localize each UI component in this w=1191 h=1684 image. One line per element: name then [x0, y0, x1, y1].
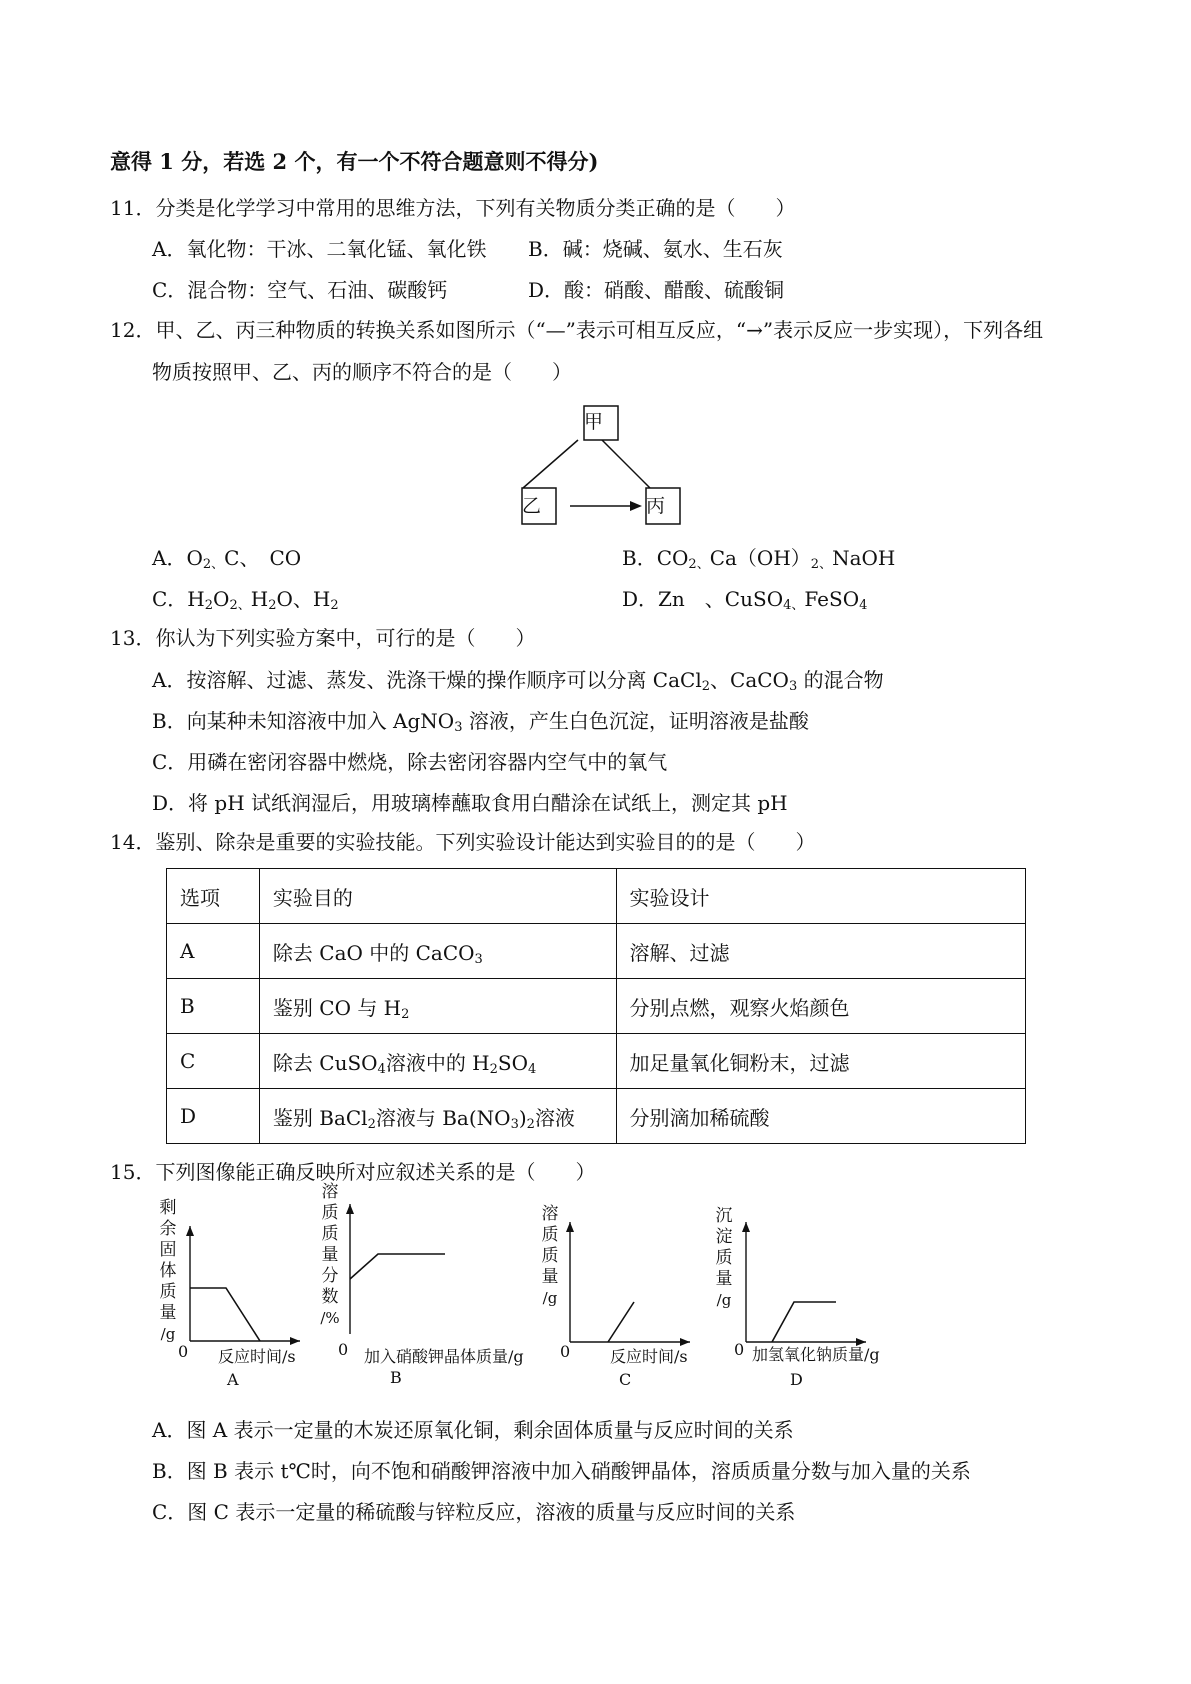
table-row: [167, 979, 1026, 1034]
graph-a: [180, 1226, 300, 1356]
header-purpose: 实验目的: [259, 869, 616, 924]
row-purpose: 除去 CaO 中的 CaCO$_3$: [259, 924, 616, 979]
node-jia-label: 甲: [584, 411, 604, 433]
graph-a-curve: [190, 1288, 260, 1341]
graph-b-xlabel: 加入硝酸钾晶体质量/g: [364, 1347, 524, 1366]
header-option: 选项: [167, 869, 260, 924]
row-option: B: [167, 979, 260, 1034]
table-row: [167, 1089, 1026, 1144]
q12-option-b: B．$CO_{2、}Ca(OH)_{2、}NaOH$: [622, 546, 896, 572]
row-option: D: [167, 1089, 260, 1144]
q15-stem: 15．下列图像能正确反映所对应叙述关系的是（ ）: [110, 1160, 596, 1184]
q13-option-b: B．向某种未知溶液中加入 AgNO$_3$ 溶液，产生白色沉淀，证明溶液是盐酸: [152, 709, 809, 735]
axis-arrow-icon: [186, 1226, 194, 1236]
row-design: 分别滴加稀硫酸: [616, 1089, 1025, 1144]
table-row: [167, 1034, 1026, 1089]
axis-arrow-icon: [742, 1222, 750, 1232]
q12-stem-line2: 物质按照甲、乙、丙的顺序不符合的是（ ）: [152, 360, 572, 384]
graph-c-caption: C: [619, 1370, 632, 1389]
q11-stem: 11．分类是化学学习中常用的思维方法，下列有关物质分类正确的是（ ）: [110, 196, 796, 220]
graph-d-curve: [772, 1302, 836, 1342]
q13-option-a: A．按溶解、过滤、蒸发、洗涤干燥的操作顺序可以分离 CaCl$_2$、CaCO$_3$ 的混合物: [152, 668, 884, 694]
section-instruction: 意得 1 分，若选 2 个，有一个不符合题意则不得分): [110, 149, 599, 174]
row-design: 溶解、过滤: [616, 924, 1025, 979]
graph-a-xlabel: 反应时间/s: [218, 1347, 296, 1366]
q15-option-c: C．图 C 表示一定量的稀硫酸与锌粒反应，溶液的质量与反应时间的关系: [152, 1500, 796, 1524]
q12-option-a: A．$O_{2、}C$、 CO: [152, 546, 302, 572]
q15-option-b: B．图 B 表示 t℃时，向不饱和硝酸钾溶液中加入硝酸钾晶体，溶质质量分数与加入量的关系: [152, 1459, 971, 1483]
q11-option-a: A．氧化物：干冰、二氧化锰、氧化铁: [152, 237, 487, 261]
graph-b-curve: [350, 1254, 445, 1279]
table-row: [167, 924, 1026, 979]
graph-a-origin: 0: [178, 1342, 189, 1361]
row-design: 加足量氧化铜粉末，过滤: [616, 1034, 1025, 1089]
row-design: 分别点燃，观察火焰颜色: [616, 979, 1025, 1034]
row-purpose: 除去 CuSO$_4$溶液中的 $H_2SO_4$: [259, 1034, 616, 1089]
graph-b-origin: 0: [338, 1340, 349, 1359]
row-purpose: 鉴别 BaCl$_2$溶液与 $Ba(NO_3)_2$溶液: [259, 1089, 616, 1144]
q11-option-b: B．碱：烧碱、氨水、生石灰: [528, 237, 783, 261]
graph-b-ylabel: 溶 质 质 量 分 数 /%: [320, 1182, 340, 1327]
graph-d-caption: D: [790, 1370, 803, 1389]
axis-arrow-icon: [566, 1222, 574, 1232]
node-yi-label: 乙: [522, 495, 542, 517]
row-purpose: 鉴别 CO 与 $H_2$: [259, 979, 616, 1034]
graph-d-ylabel: 沉 淀 质 量 /g: [715, 1206, 733, 1309]
experiment-table: [166, 868, 1026, 1144]
graph-b: [340, 1204, 465, 1339]
q12-option-c: C．$H_2O_{2、}H_2O$、$H_2$: [152, 587, 339, 613]
graph-d: [736, 1222, 866, 1352]
graph-c-origin: 0: [560, 1342, 571, 1361]
q13-stem: 13．你认为下列实验方案中，可行的是（ ）: [110, 626, 536, 650]
graph-c-curve: [608, 1302, 634, 1342]
row-option: A: [167, 924, 260, 979]
graph-c-xlabel: 反应时间/s: [610, 1347, 688, 1366]
graph-c: [560, 1222, 690, 1352]
q15-option-a: A．图 A 表示一定量的木炭还原氧化铜，剩余固体质量与反应时间的关系: [152, 1418, 794, 1442]
q11-option-d: D．酸：硝酸、醋酸、硫酸铜: [528, 278, 785, 302]
table-header-row: [167, 869, 1026, 924]
q14-stem: 14．鉴别、除杂是重要的实验技能。下列实验设计能达到实验目的的是（ ）: [110, 830, 816, 854]
q13-option-d: D．将 pH 试纸润湿后，用玻璃棒蘸取食用白醋涂在试纸上，测定其 pH: [152, 791, 788, 815]
graph-d-origin: 0: [734, 1340, 745, 1359]
arrow-head-icon: [630, 501, 642, 511]
axis-arrow-icon: [346, 1204, 354, 1214]
graph-c-ylabel: 溶 质 质 量 /g: [541, 1204, 559, 1307]
graph-d-xlabel: 加氢氧化钠质量/g: [752, 1345, 880, 1364]
q12-option-d: D．Zn 、CuSO$_{4、}$FeSO$_4$: [622, 587, 868, 613]
q12-stem-line1: 12．甲、乙、丙三种物质的转换关系如图所示（“—”表示可相互反应，“→”表示反应一步实现），下列各组: [110, 318, 1044, 342]
q11-option-c: C．混合物：空气、石油、碳酸钙: [152, 278, 448, 302]
graph-a-caption: A: [227, 1370, 239, 1389]
node-bing-label: 丙: [646, 495, 666, 517]
q13-option-c: C．用磷在密闭容器中燃烧，除去密闭容器内空气中的氧气: [152, 750, 668, 774]
row-option: C: [167, 1034, 260, 1089]
graph-a-ylabel: 剩 余 固 体 质 量 /g: [159, 1198, 177, 1343]
graph-b-caption: B: [390, 1368, 402, 1387]
header-design: 实验设计: [616, 869, 1025, 924]
